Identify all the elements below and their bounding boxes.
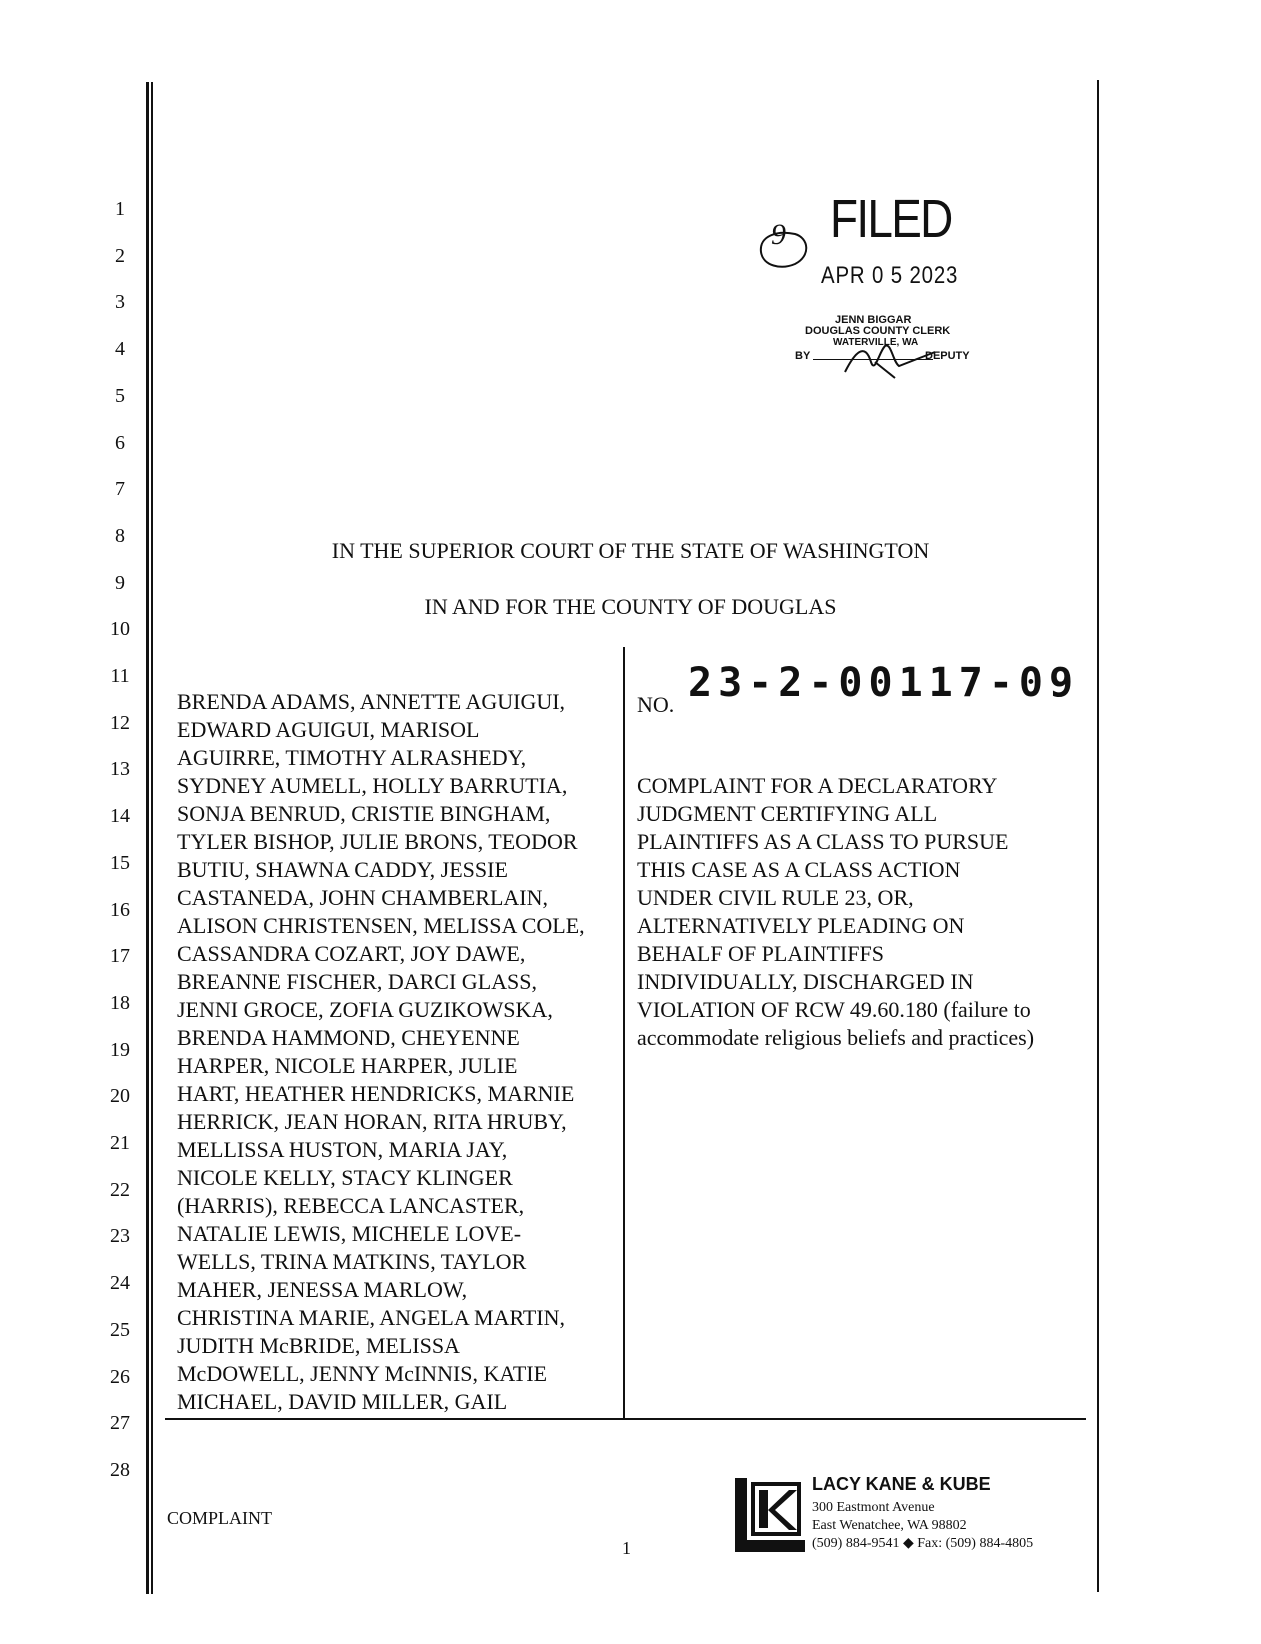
plaintiffs-line: WELLS, TRINA MATKINS, TAYLOR xyxy=(177,1249,527,1274)
line-number: 1 xyxy=(115,198,125,220)
complaint-title-line: BEHALF OF PLAINTIFFS xyxy=(637,941,884,966)
case-number-label: NO. xyxy=(637,692,675,717)
filed-stamp xyxy=(755,189,995,392)
line-number: 4 xyxy=(115,338,125,361)
plaintiffs-line: HARPER, NICOLE HARPER, JULIE xyxy=(177,1053,518,1078)
caption-bottom-rule xyxy=(165,1418,1086,1420)
line-number: 3 xyxy=(115,291,125,314)
lkk-logo-icon xyxy=(735,1478,805,1552)
left-margin-double-rule-outer xyxy=(146,82,149,1594)
firm-phone-fax: (509) 884-9541 ◆ Fax: (509) 884-4805 xyxy=(812,1536,1034,1551)
complaint-title-line: JUDGMENT CERTIFYING ALL xyxy=(637,801,938,826)
plaintiffs-line: BRENDA ADAMS, ANNETTE AGUIGUI, xyxy=(177,689,566,714)
line-number: 16 xyxy=(110,898,130,921)
firm-address-line2: East Wenatchee, WA 98802 xyxy=(812,1518,967,1533)
filed-date: APR 0 5 2023 xyxy=(821,262,959,289)
plaintiffs-line: EDWARD AGUIGUI, MARISOL xyxy=(177,717,480,742)
plaintiffs-line: SONJA BENRUD, CRISTIE BINGHAM, xyxy=(177,801,551,826)
plaintiffs-line: ALISON CHRISTENSEN, MELISSA COLE, xyxy=(177,913,585,938)
complaint-title-line: THIS CASE AS A CLASS ACTION xyxy=(637,857,961,882)
line-number: 18 xyxy=(110,991,130,1014)
by-label: BY xyxy=(795,350,811,362)
line-number: 21 xyxy=(110,1132,130,1154)
line-number: 2 xyxy=(115,244,125,267)
line-number: 15 xyxy=(110,851,130,874)
line-number: 10 xyxy=(110,618,130,641)
clerk-location: WATERVILLE, WA xyxy=(833,337,919,348)
deputy-label: DEPUTY xyxy=(925,350,970,362)
line-number: 22 xyxy=(110,1178,130,1201)
plaintiffs-line: McDOWELL, JENNY McINNIS, KATIE xyxy=(177,1361,548,1386)
caption-divider xyxy=(623,647,625,1419)
line-number: 12 xyxy=(110,711,130,734)
line-number: 19 xyxy=(110,1038,130,1061)
page-number: 1 xyxy=(622,1538,631,1558)
line-number: 6 xyxy=(115,431,125,454)
line-number: 14 xyxy=(110,805,130,828)
circled-number: 9 xyxy=(771,218,786,251)
plaintiffs-line: (HARRIS), REBECCA LANCASTER, xyxy=(177,1193,525,1218)
line-number: 13 xyxy=(110,758,130,781)
plaintiffs-line: AGUIRRE, TIMOTHY ALRASHEDY, xyxy=(177,745,527,770)
clerk-title: DOUGLAS COUNTY CLERK xyxy=(805,325,951,337)
line-number: 26 xyxy=(110,1365,130,1388)
right-margin-rule xyxy=(1097,80,1099,1592)
line-number: 11 xyxy=(110,665,130,687)
plaintiffs-line: NICOLE KELLY, STACY KLINGER xyxy=(177,1165,513,1190)
plaintiffs-line: TYLER BISHOP, JULIE BRONS, TEODOR xyxy=(177,829,578,854)
court-county: IN AND FOR THE COUNTY OF DOUGLAS xyxy=(424,594,837,619)
line-number: 7 xyxy=(115,478,125,501)
complaint-title-line: UNDER CIVIL RULE 23, OR, xyxy=(637,885,914,910)
complaint-title-line: VIOLATION OF RCW 49.60.180 (failure to xyxy=(637,997,1031,1022)
plaintiffs-line: CASSANDRA COZART, JOY DAWE, xyxy=(177,941,526,966)
line-number: 8 xyxy=(115,524,125,547)
plaintiffs-line: SYDNEY AUMELL, HOLLY BARRUTIA, xyxy=(177,773,568,798)
plaintiffs-line: MAHER, JENESSA MARLOW, xyxy=(177,1277,468,1302)
plaintiffs-line: JENNI GROCE, ZOFIA GUZIKOWSKA, xyxy=(177,997,553,1022)
plaintiffs-line: MICHAEL, DAVID MILLER, GAIL xyxy=(177,1389,508,1414)
line-number: 27 xyxy=(110,1412,130,1435)
line-number: 17 xyxy=(110,945,130,968)
line-number: 28 xyxy=(110,1458,130,1481)
complaint-title-line: COMPLAINT FOR A DECLARATORY xyxy=(637,773,998,798)
line-number: 24 xyxy=(110,1272,130,1295)
line-number: 25 xyxy=(110,1318,130,1341)
complaint-title-line: ALTERNATIVELY PLEADING ON xyxy=(637,913,965,938)
plaintiffs-line: BREANNE FISCHER, DARCI GLASS, xyxy=(177,969,537,994)
plaintiffs-line: CHRISTINA MARIE, ANGELA MARTIN, xyxy=(177,1305,565,1330)
complaint-title-line: INDIVIDUALLY, DISCHARGED IN xyxy=(637,969,974,994)
plaintiffs-line: BUTIU, SHAWNA CADDY, JESSIE xyxy=(177,857,508,882)
line-number: 9 xyxy=(115,571,125,594)
filed-label: FILED xyxy=(830,189,952,249)
complaint-title-line: accommodate religious beliefs and practices) xyxy=(637,1025,1035,1050)
plaintiffs-line: MELLISSA HUSTON, MARIA JAY, xyxy=(177,1137,508,1162)
firm-name: LACY KANE & KUBE xyxy=(812,1474,991,1494)
plaintiffs-line: HART, HEATHER HENDRICKS, MARNIE xyxy=(177,1081,575,1106)
plaintiffs-line: JUDITH McBRIDE, MELISSA xyxy=(177,1333,460,1358)
plaintiffs-list xyxy=(177,688,617,1416)
plaintiffs-line: NATALIE LEWIS, MICHELE LOVE- xyxy=(177,1221,522,1246)
court-name: IN THE SUPERIOR COURT OF THE STATE OF WASHINGTON xyxy=(331,538,930,563)
case-number: 23-2-00117-09 xyxy=(688,660,1080,706)
plaintiffs-line: CASTANEDA, JOHN CHAMBERLAIN, xyxy=(177,885,549,910)
line-number: 5 xyxy=(115,384,125,407)
line-number: 23 xyxy=(110,1225,130,1248)
complaint-title xyxy=(637,772,1077,1052)
footer-doc-label: COMPLAINT xyxy=(167,1508,273,1528)
complaint-title-line: PLAINTIFFS AS A CLASS TO PURSUE xyxy=(637,829,1009,854)
firm-address-line1: 300 Eastmont Avenue xyxy=(812,1500,935,1515)
line-number: 20 xyxy=(110,1085,130,1108)
clerk-name: JENN BIGGAR xyxy=(835,314,912,326)
plaintiffs-line: BRENDA HAMMOND, CHEYENNE xyxy=(177,1025,520,1050)
left-margin-double-rule-inner xyxy=(151,82,153,1594)
plaintiffs-line: HERRICK, JEAN HORAN, RITA HRUBY, xyxy=(177,1109,567,1134)
